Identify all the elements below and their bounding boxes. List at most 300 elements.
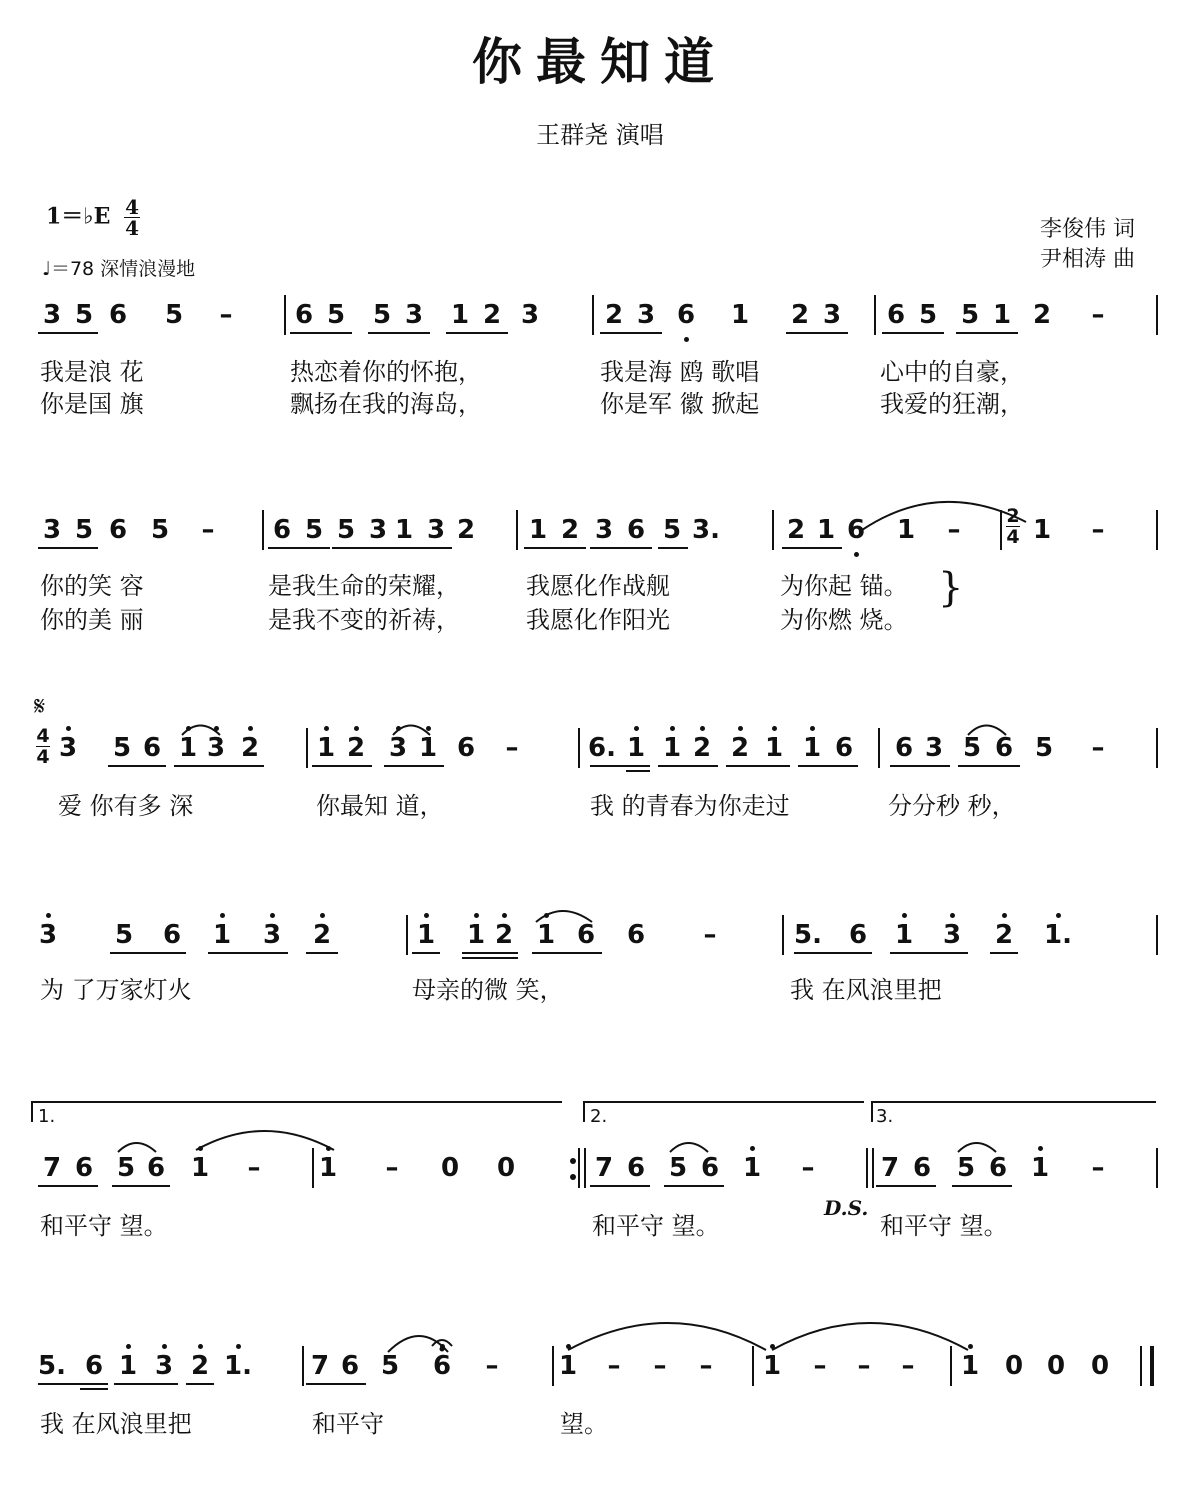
- score-note: 6: [146, 1153, 166, 1183]
- score-note: 3: [154, 1351, 174, 1381]
- score-note: 6: [626, 515, 646, 545]
- lyric-r2b-3: 我愿化作阳光: [526, 606, 670, 634]
- score-note: 5: [114, 920, 134, 950]
- beam-underline: [658, 765, 718, 767]
- score-note: 3: [42, 515, 62, 545]
- beam-underline: [664, 1185, 724, 1187]
- score-note: 6: [432, 1351, 452, 1381]
- upper-dot: [426, 726, 431, 731]
- key-label: 1＝♭E: [46, 203, 111, 230]
- slur-r5-a: [118, 1143, 156, 1152]
- time-signature: [124, 197, 140, 238]
- upper-dot: [424, 913, 429, 918]
- score-note: 1: [394, 515, 414, 545]
- score-note: 1: [528, 515, 548, 545]
- upper-dot: [126, 1344, 131, 1349]
- score-note: 5: [662, 515, 682, 545]
- slur-r5-d: [958, 1143, 996, 1152]
- score-note: 1: [466, 920, 486, 950]
- score-note: 3: [206, 733, 226, 763]
- slur-r6-c: [772, 1323, 968, 1350]
- score-note: 5: [336, 515, 356, 545]
- beam-underline: [268, 547, 330, 549]
- lyric-r2a-2: 是我生命的荣耀，: [268, 572, 460, 600]
- upper-dot: [186, 726, 191, 731]
- lyric-r6-1: 我 在风浪里把: [40, 1410, 192, 1438]
- lyric-r2a-3: 我愿化作战舰: [526, 572, 670, 600]
- bar-line: [1000, 510, 1002, 550]
- ts3-bottom: 4: [36, 746, 50, 768]
- beam-underline: [108, 765, 166, 767]
- bar-line: [1156, 1148, 1158, 1188]
- score-note: –: [857, 1351, 871, 1381]
- volta-1-label: 1.: [38, 1106, 56, 1127]
- score-note: 5: [960, 300, 980, 330]
- bar-line: [302, 1346, 304, 1386]
- score-note: 2: [790, 300, 810, 330]
- score-note: 3: [42, 300, 62, 330]
- upper-dot: [440, 1344, 445, 1349]
- lyric-r3-3: 我 的青春为你走过: [590, 792, 790, 820]
- beam-underline: [110, 952, 186, 954]
- score-note: 6: [894, 733, 914, 763]
- lyric-r5-3: 和平守 望。: [880, 1212, 1008, 1240]
- beam-underline: [590, 765, 650, 767]
- lyric-r2b-1: 你的美 丽: [40, 606, 144, 634]
- score-note: –: [485, 1351, 499, 1381]
- bar-line: [516, 510, 518, 550]
- score-note: 2: [190, 1351, 210, 1381]
- upper-dot: [324, 726, 329, 731]
- upper-dot: [474, 913, 479, 918]
- time-signature-bottom: 4: [125, 216, 140, 240]
- score-note: 1: [626, 733, 646, 763]
- upper-dot: [248, 726, 253, 731]
- beam-underline: [38, 547, 98, 549]
- upper-dot: [950, 913, 955, 918]
- beam-underline: [532, 952, 602, 954]
- bar-line: [1156, 510, 1158, 550]
- song-title: 你最知道: [472, 32, 728, 91]
- score-note: –: [1091, 1153, 1105, 1183]
- score-note: 1: [1032, 515, 1052, 545]
- score-note: 1: [960, 1351, 980, 1381]
- beam-underline: [956, 332, 1018, 334]
- score-note: 0: [496, 1153, 516, 1183]
- score-note: 7: [310, 1351, 330, 1381]
- score-note: –: [201, 515, 215, 545]
- bar-line: [584, 1148, 586, 1188]
- score-note: 2: [560, 515, 580, 545]
- score-note: 5: [962, 733, 982, 763]
- score-note: 6: [576, 920, 596, 950]
- beam-underline: [312, 765, 372, 767]
- score-note: 6: [162, 920, 182, 950]
- upper-dot: [270, 913, 275, 918]
- beam-underline: [208, 952, 288, 954]
- lyric-r4-1: 为 了万家灯火: [40, 976, 192, 1004]
- lyric-r2b-2: 是我不变的祈祷，: [268, 606, 460, 634]
- score-note: 1.: [224, 1351, 252, 1381]
- slur-r6-a: [388, 1336, 448, 1352]
- beam-underline: [290, 332, 352, 334]
- score-note: 6: [994, 733, 1014, 763]
- bar-line: [578, 728, 580, 768]
- score-note: 1: [416, 920, 436, 950]
- score-note: 1: [1030, 1153, 1050, 1183]
- lyric-r1a-1: 我是浪 花: [40, 358, 144, 386]
- score-note: 2: [730, 733, 750, 763]
- beam-underline: [332, 547, 394, 549]
- ts2-bottom: 4: [1006, 526, 1020, 548]
- upper-dot: [236, 1344, 241, 1349]
- score-note: 5: [74, 300, 94, 330]
- upper-dot: [220, 913, 225, 918]
- beam-underline: [782, 547, 842, 549]
- bar-line: [872, 1148, 874, 1188]
- score-note: –: [247, 1153, 261, 1183]
- verse-brace-icon: }: [938, 565, 964, 611]
- score-note: –: [385, 1153, 399, 1183]
- lyric-r1b-2: 飘扬在我的海岛，: [290, 390, 482, 418]
- bar-line: [866, 1148, 868, 1188]
- score-note: 6: [456, 733, 476, 763]
- upper-dot: [214, 726, 219, 731]
- time-signature-top: 4: [125, 195, 140, 219]
- beam-underline: [952, 1185, 1012, 1187]
- beam-underline: [600, 332, 662, 334]
- upper-dot: [770, 1344, 775, 1349]
- beam-underline: [114, 1383, 178, 1385]
- bar-line: [874, 295, 876, 335]
- upper-dot: [738, 726, 743, 731]
- time-signature-change-4-4: [36, 726, 50, 767]
- score-note: 6: [626, 1153, 646, 1183]
- upper-dot: [162, 1344, 167, 1349]
- score-note: 1: [992, 300, 1012, 330]
- beam-underline: [958, 765, 1020, 767]
- score-note: 1: [536, 920, 556, 950]
- score-note: 7: [594, 1153, 614, 1183]
- key-signature: [46, 197, 140, 238]
- upper-dot: [670, 726, 675, 731]
- lyric-r1a-2: 热恋着你的怀抱，: [290, 358, 482, 386]
- upper-dot: [66, 726, 71, 731]
- score-note: 6: [108, 515, 128, 545]
- score-note: 1: [450, 300, 470, 330]
- score-note: 5: [304, 515, 324, 545]
- score-note: 5: [380, 1351, 400, 1381]
- score-note: –: [607, 1351, 621, 1381]
- score-note: 0: [1090, 1351, 1110, 1381]
- score-note: 1: [764, 733, 784, 763]
- score-note: 2: [994, 920, 1014, 950]
- score-note: 2: [346, 733, 366, 763]
- bar-line: [1156, 915, 1158, 955]
- score-note: –: [653, 1351, 667, 1381]
- bar-line: [262, 510, 264, 550]
- score-note: 6: [988, 1153, 1008, 1183]
- score-note: 3: [924, 733, 944, 763]
- bar-line: [306, 728, 308, 768]
- score-note: 1: [894, 920, 914, 950]
- score-note: 7: [42, 1153, 62, 1183]
- lyric-r1b-3: 你是军 徽 掀起: [600, 390, 760, 418]
- ds-mark: D.S.: [824, 1196, 869, 1220]
- upper-dot: [968, 1344, 973, 1349]
- score-note: 5: [956, 1153, 976, 1183]
- lyric-r5-1: 和平守 望。: [40, 1212, 168, 1240]
- score-note: 3: [38, 920, 58, 950]
- upper-dot: [320, 913, 325, 918]
- lyric-r1b-4: 我爱的狂潮，: [880, 390, 1024, 418]
- score-note: 7: [880, 1153, 900, 1183]
- bar-line: [1140, 1346, 1142, 1386]
- upper-dot: [810, 726, 815, 731]
- repeat-dot: [570, 1174, 576, 1180]
- repeat-dot: [570, 1158, 576, 1164]
- volta-3-label: 3.: [876, 1106, 894, 1127]
- tempo-marking: ♩＝78 深情浪漫地: [42, 258, 196, 280]
- score-note: –: [1091, 733, 1105, 763]
- lyric-r4-2: 母亲的微 笑，: [412, 976, 564, 1004]
- lyric-r2b-4: 为你燃 烧。: [780, 606, 908, 634]
- bar-line: [1156, 295, 1158, 335]
- score-note: 1: [896, 515, 916, 545]
- score-note: 5: [150, 515, 170, 545]
- score-note: –: [219, 300, 233, 330]
- beam-underline: [112, 1185, 170, 1187]
- beam-underline: [412, 952, 440, 954]
- lower-dot: [854, 552, 859, 557]
- upper-dot: [772, 726, 777, 731]
- score-note: 5: [1034, 733, 1054, 763]
- score-note: 2: [1032, 300, 1052, 330]
- beam-underline: [876, 1185, 936, 1187]
- lyric-r3-2: 你最知 道，: [316, 792, 444, 820]
- bar-line: [782, 915, 784, 955]
- bar-line: [552, 1346, 554, 1386]
- volta-2-bracket: [584, 1102, 864, 1122]
- beam-underline: [306, 1383, 366, 1385]
- upper-dot: [354, 726, 359, 731]
- score-note: 1: [742, 1153, 762, 1183]
- upper-dot: [544, 913, 549, 918]
- score-note: 1: [802, 733, 822, 763]
- beam-underline: [384, 765, 444, 767]
- slur-r6-b: [568, 1323, 766, 1350]
- upper-dot: [396, 726, 401, 731]
- score-note: 1: [318, 1153, 338, 1183]
- upper-dot: [1038, 1146, 1043, 1151]
- score-note: 2: [482, 300, 502, 330]
- score-note: 6: [294, 300, 314, 330]
- singer-credit: 王群尧 演唱: [536, 121, 664, 149]
- beam-underline: [726, 765, 790, 767]
- score-note: 6: [142, 733, 162, 763]
- score-note: 6: [700, 1153, 720, 1183]
- score-note: –: [505, 733, 519, 763]
- beam-underline: [446, 332, 508, 334]
- score-note: 1.: [1044, 920, 1072, 950]
- lyric-r1b-1: 你是国 旗: [40, 390, 144, 418]
- beam-underline: [38, 1185, 98, 1187]
- score-note: –: [1091, 515, 1105, 545]
- score-note: 2: [312, 920, 332, 950]
- time-signature-change-2-4: [1006, 506, 1020, 547]
- beam-underline: [882, 332, 944, 334]
- score-note: 3: [636, 300, 656, 330]
- score-note: 1: [730, 300, 750, 330]
- lyric-r6-2: 和平守: [312, 1410, 384, 1438]
- score-note: –: [699, 1351, 713, 1381]
- beam-underline: [626, 770, 650, 772]
- score-note: 2: [494, 920, 514, 950]
- beam-underline: [524, 547, 586, 549]
- upper-dot: [1002, 913, 1007, 918]
- score-note: 6: [626, 920, 646, 950]
- lyric-r6-3: 望。: [560, 1410, 608, 1438]
- score-note: 6: [912, 1153, 932, 1183]
- upper-dot: [700, 726, 705, 731]
- beam-underline: [80, 1388, 108, 1390]
- bar-line: [950, 1346, 952, 1386]
- score-note: 1: [190, 1153, 210, 1183]
- score-note: 5: [372, 300, 392, 330]
- score-note: –: [947, 515, 961, 545]
- score-note: 3: [368, 515, 388, 545]
- beam-underline: [174, 765, 264, 767]
- score-note: 3: [822, 300, 842, 330]
- score-note: 5.: [794, 920, 822, 950]
- beam-underline: [798, 765, 858, 767]
- score-note: 3: [388, 733, 408, 763]
- beam-underline: [786, 332, 848, 334]
- lyricist-credit: 李俊伟 词: [1040, 217, 1135, 242]
- score-note: 5: [74, 515, 94, 545]
- lyric-r3-1: 爱 你有多 深: [58, 792, 194, 820]
- score-note: 3: [594, 515, 614, 545]
- score-note: 5: [668, 1153, 688, 1183]
- score-note: 1: [762, 1351, 782, 1381]
- beam-underline: [38, 332, 98, 334]
- slur-r5-c: [670, 1143, 708, 1152]
- score-note: 1: [178, 733, 198, 763]
- volta-2-label: 2.: [590, 1106, 608, 1127]
- beam-underline: [890, 765, 950, 767]
- score-note: 1: [418, 733, 438, 763]
- lyric-r2a-4: 为你起 锚。: [780, 572, 908, 600]
- lyric-r2a-1: 你的笑 容: [40, 572, 144, 600]
- score-note: 6: [84, 1351, 104, 1381]
- lyric-r4-3: 我 在风浪里把: [790, 976, 942, 1004]
- score-note: 2: [786, 515, 806, 545]
- score-note: 0: [1004, 1351, 1024, 1381]
- score-note: 1: [316, 733, 336, 763]
- score-note: 3: [262, 920, 282, 950]
- score-note: 1: [816, 515, 836, 545]
- score-note: 5: [918, 300, 938, 330]
- beam-underline: [368, 332, 430, 334]
- volta-1-bracket: [32, 1102, 562, 1122]
- score-note: 3: [426, 515, 446, 545]
- beam-underline: [38, 1383, 108, 1385]
- score-note: 1: [212, 920, 232, 950]
- score-note: 6: [74, 1153, 94, 1183]
- score-note: –: [703, 920, 717, 950]
- score-note: 6: [846, 515, 866, 545]
- score-note: 6: [108, 300, 128, 330]
- beam-underline: [392, 547, 452, 549]
- beam-underline: [590, 547, 652, 549]
- score-note: 3: [58, 733, 78, 763]
- beam-underline: [462, 952, 518, 954]
- upper-dot: [1056, 913, 1061, 918]
- bar-line: [878, 728, 880, 768]
- bar-line: [578, 1148, 580, 1188]
- ts3-top: 4: [36, 725, 50, 747]
- beam-underline: [590, 1185, 650, 1187]
- upper-dot: [326, 1146, 331, 1151]
- lyric-r1a-3: 我是海 鸥 歌唱: [600, 358, 760, 386]
- upper-dot: [634, 726, 639, 731]
- segno-icon: 𝄋: [34, 692, 46, 722]
- score-note: 2: [692, 733, 712, 763]
- bar-line: [752, 1346, 754, 1386]
- beam-underline: [306, 952, 338, 954]
- score-note: 5: [112, 733, 132, 763]
- score-note: 2: [604, 300, 624, 330]
- score-note: 6: [272, 515, 292, 545]
- bar-line: [284, 295, 286, 335]
- score-note: 5: [326, 300, 346, 330]
- score-note: 1: [558, 1351, 578, 1381]
- score-note: 5: [164, 300, 184, 330]
- score-note: 6: [340, 1351, 360, 1381]
- beam-underline: [658, 547, 688, 549]
- score-note: 3: [942, 920, 962, 950]
- score-note: 3: [404, 300, 424, 330]
- bar-line: [406, 915, 408, 955]
- score-note: 5: [116, 1153, 136, 1183]
- score-note: 0: [440, 1153, 460, 1183]
- upper-dot: [502, 913, 507, 918]
- score-note: 3.: [692, 515, 720, 545]
- ts2-top: 2: [1006, 505, 1020, 527]
- score-note: 6: [848, 920, 868, 950]
- score-note: 5.: [38, 1351, 66, 1381]
- upper-dot: [198, 1146, 203, 1151]
- upper-dot: [750, 1146, 755, 1151]
- bar-line: [312, 1148, 314, 1188]
- bar-line: [772, 510, 774, 550]
- bar-line: [1156, 728, 1158, 768]
- beam-underline: [890, 952, 968, 954]
- beam-underline: [794, 952, 872, 954]
- score-note: –: [1091, 300, 1105, 330]
- lyric-r3-4: 分分秒 秒，: [888, 792, 1016, 820]
- score-note: 1: [118, 1351, 138, 1381]
- composer-credit: 尹相涛 曲: [1040, 247, 1135, 272]
- beam-underline: [990, 952, 1018, 954]
- beam-underline: [186, 1383, 214, 1385]
- lyric-r5-2: 和平守 望。: [592, 1212, 720, 1240]
- lower-dot: [684, 337, 689, 342]
- score-note: 0: [1046, 1351, 1066, 1381]
- upper-dot: [198, 1344, 203, 1349]
- score-note: –: [901, 1351, 915, 1381]
- score-note: 1: [662, 733, 682, 763]
